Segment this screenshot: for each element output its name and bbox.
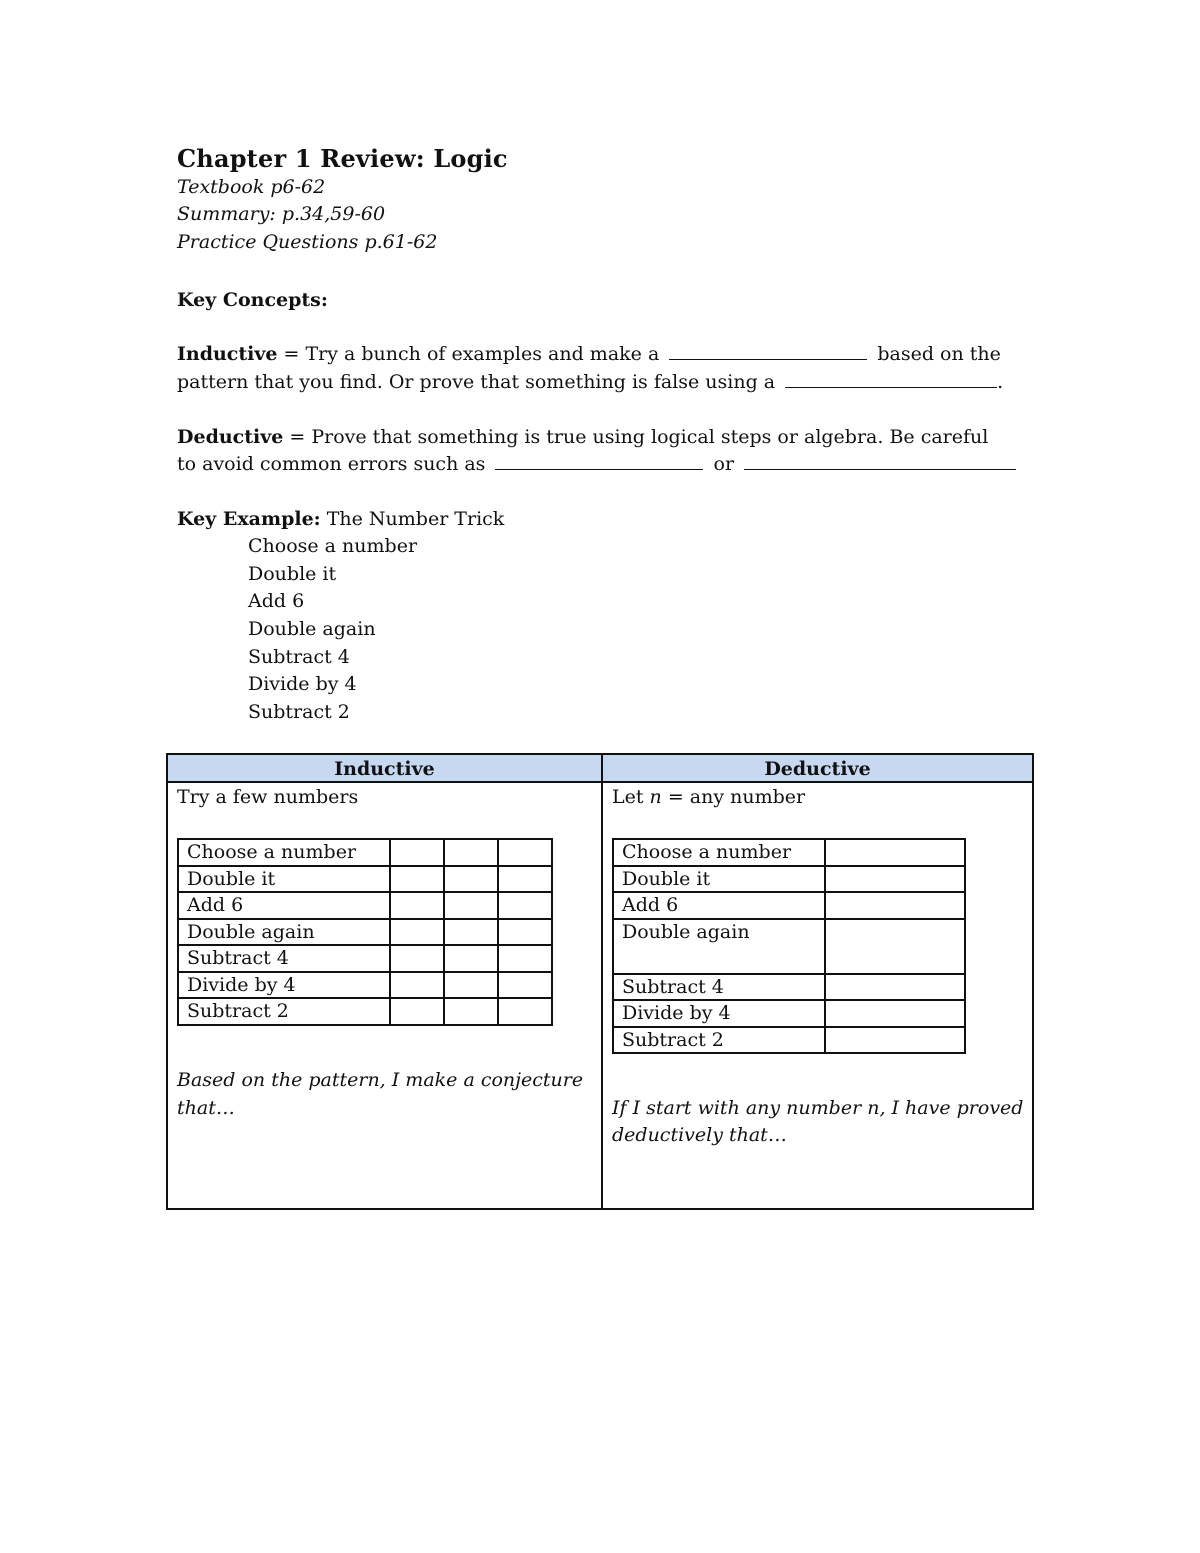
step-item: Subtract 2: [248, 701, 350, 724]
deductive-intro-text: Let: [612, 786, 650, 808]
inductive-conclusion-line1: Based on the pattern, I make a conjecture: [177, 1069, 584, 1091]
row-label: Choose a number: [178, 839, 390, 866]
row-label: Divide by 4: [613, 1000, 825, 1027]
summary-pages: Summary: p.34,59-60: [177, 203, 386, 225]
table-row: [613, 839, 965, 866]
input-cell[interactable]: [444, 839, 498, 866]
table-row: [178, 998, 552, 1025]
deductive-algebra-table: [612, 838, 966, 1054]
input-cell[interactable]: [444, 945, 498, 972]
deductive-text-a: = Prove that something is true using logical steps or algebra. Be careful: [283, 426, 989, 448]
deductive-text-b: to avoid common errors such as: [177, 453, 492, 475]
blank-conjecture[interactable]: [669, 343, 867, 360]
table-row: [613, 892, 965, 919]
input-cell[interactable]: [390, 945, 444, 972]
row-label: Add 6: [178, 892, 390, 919]
practice-pages: Practice Questions p.61-62: [177, 231, 438, 253]
inductive-conclusion-line2: that…: [177, 1097, 235, 1119]
table-row: [613, 866, 965, 893]
input-cell[interactable]: [498, 866, 552, 893]
input-cell[interactable]: [444, 998, 498, 1025]
deductive-intro: [612, 786, 805, 808]
table-row: [613, 919, 965, 974]
number-trick-steps: [248, 533, 417, 727]
table-row: [178, 839, 552, 866]
deductive-column-header: Deductive: [764, 758, 871, 780]
inductive-column-header: Inductive: [334, 758, 435, 780]
input-cell[interactable]: [444, 892, 498, 919]
deductive-conclusion-line1: If I start with any number n, I have proved: [612, 1097, 1024, 1119]
input-cell[interactable]: [825, 1000, 965, 1027]
input-cell[interactable]: [825, 892, 965, 919]
deductive-intro-text-2: = any number: [661, 786, 806, 808]
table-row: [613, 1027, 965, 1054]
inductive-definition-line1: [177, 340, 1001, 368]
input-cell[interactable]: [498, 839, 552, 866]
input-cell[interactable]: [444, 919, 498, 946]
input-cell[interactable]: [825, 839, 965, 866]
deductive-definition-line2: [177, 450, 1020, 478]
input-cell[interactable]: [390, 972, 444, 999]
input-cell[interactable]: [825, 919, 965, 974]
row-label: Subtract 2: [178, 998, 390, 1025]
inductive-text-c: pattern that you find. Or prove that something is false using a: [177, 371, 782, 393]
row-label: Double it: [178, 866, 390, 893]
step-item: Double it: [248, 562, 337, 585]
input-cell[interactable]: [498, 892, 552, 919]
input-cell[interactable]: [825, 866, 965, 893]
blank-common-error-2[interactable]: [744, 453, 1016, 470]
step-item: Divide by 4: [248, 673, 357, 696]
deductive-term: Deductive: [177, 426, 284, 448]
input-cell[interactable]: [390, 839, 444, 866]
input-cell[interactable]: [498, 998, 552, 1025]
table-row: [178, 919, 552, 946]
key-example-label: Key Example:: [177, 508, 321, 530]
row-label: Choose a number: [613, 839, 825, 866]
row-label: Subtract 4: [613, 974, 825, 1001]
row-label: Add 6: [613, 892, 825, 919]
input-cell[interactable]: [498, 945, 552, 972]
table-row: [178, 945, 552, 972]
table-row: [178, 972, 552, 999]
column-divider: [601, 755, 603, 1208]
inductive-text-b: based on the: [871, 343, 1001, 365]
table-row: [178, 866, 552, 893]
input-cell[interactable]: [498, 972, 552, 999]
input-cell[interactable]: [825, 974, 965, 1001]
input-cell[interactable]: [390, 866, 444, 893]
row-label: Double again: [613, 919, 825, 974]
blank-common-error-1[interactable]: [495, 453, 703, 470]
key-example-name: The Number Trick: [320, 508, 505, 530]
input-cell[interactable]: [444, 972, 498, 999]
key-concepts-heading: Key Concepts:: [177, 289, 328, 311]
table-row: [178, 892, 552, 919]
inductive-intro: Try a few numbers: [177, 786, 359, 808]
table-row: [613, 1000, 965, 1027]
deductive-definition-line1: [177, 423, 988, 451]
step-item: Subtract 4: [248, 645, 350, 668]
input-cell[interactable]: [390, 919, 444, 946]
inductive-text-d: .: [997, 371, 1004, 393]
row-label: Double it: [613, 866, 825, 893]
deductive-conclusion-line2: deductively that…: [612, 1124, 787, 1146]
input-cell[interactable]: [390, 892, 444, 919]
inductive-definition-line2: [177, 368, 1003, 396]
row-label: Subtract 2: [613, 1027, 825, 1054]
table-row: [613, 974, 965, 1001]
input-cell[interactable]: [390, 998, 444, 1025]
comparison-table: [166, 753, 1034, 1210]
blank-counterexample[interactable]: [785, 371, 997, 388]
step-item: Double again: [248, 618, 376, 641]
page-title: Chapter 1 Review: Logic: [177, 144, 508, 173]
step-item: Add 6: [248, 590, 305, 613]
inductive-term: Inductive: [177, 343, 278, 365]
key-example-heading: [177, 505, 504, 533]
input-cell[interactable]: [825, 1027, 965, 1054]
step-item: Choose a number: [248, 535, 418, 557]
deductive-intro-variable: n: [649, 786, 662, 808]
inductive-trial-table: [177, 838, 553, 1026]
input-cell[interactable]: [498, 919, 552, 946]
input-cell[interactable]: [444, 866, 498, 893]
inductive-text-a: = Try a bunch of examples and make a: [277, 343, 666, 365]
deductive-text-c: or: [707, 453, 741, 475]
textbook-pages: Textbook p6-62: [177, 176, 326, 198]
row-label: Subtract 4: [178, 945, 390, 972]
row-label: Double again: [178, 919, 390, 946]
row-label: Divide by 4: [178, 972, 390, 999]
